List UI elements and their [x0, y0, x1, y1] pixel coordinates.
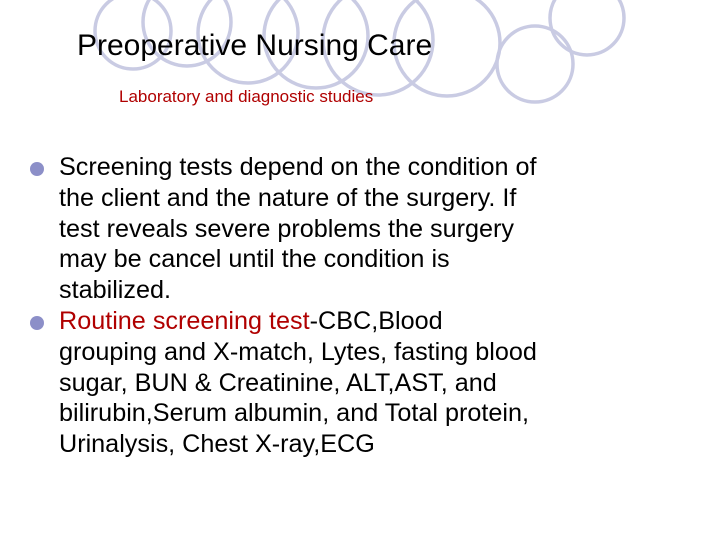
circle-decoration	[497, 26, 573, 102]
decorative-circles	[0, 0, 720, 140]
slide-title: Preoperative Nursing Care	[77, 29, 433, 62]
bullet-text-segment: -CBC,Blood	[309, 306, 443, 335]
bullet-text-line: grouping and X-match, Lytes, fasting blood	[59, 337, 537, 366]
slide-subtitle: Laboratory and diagnostic studies	[119, 87, 374, 106]
bullet-text-line	[59, 306, 716, 337]
bullet-text-line: test reveals severe problems the surgery	[59, 214, 514, 243]
bullet-text-line: Urinalysis, Chest X-ray,ECG	[59, 430, 375, 459]
bullet-list	[26, 152, 716, 460]
bullet-icon	[30, 316, 44, 330]
bullet-item-routine-screening	[26, 306, 716, 460]
bullet-item-screening-tests	[26, 152, 716, 306]
bullet-text-line: stabilized.	[59, 276, 172, 305]
bullet-text-line: may be cancel until the condition is	[59, 245, 450, 274]
bullet-text-line: the client and the nature of the surgery. If	[59, 183, 517, 212]
highlighted-term: Routine screening test	[59, 306, 310, 335]
bullet-text-line: sugar, BUN & Creatinine, ALT,AST, and	[59, 368, 497, 397]
bullet-text-line: Screening tests depend on the condition of	[59, 153, 537, 181]
bullet-icon	[30, 162, 44, 176]
bullet-text-line: bilirubin,Serum albumin, and Total protein,	[59, 399, 529, 428]
circle-decoration	[550, 0, 624, 55]
